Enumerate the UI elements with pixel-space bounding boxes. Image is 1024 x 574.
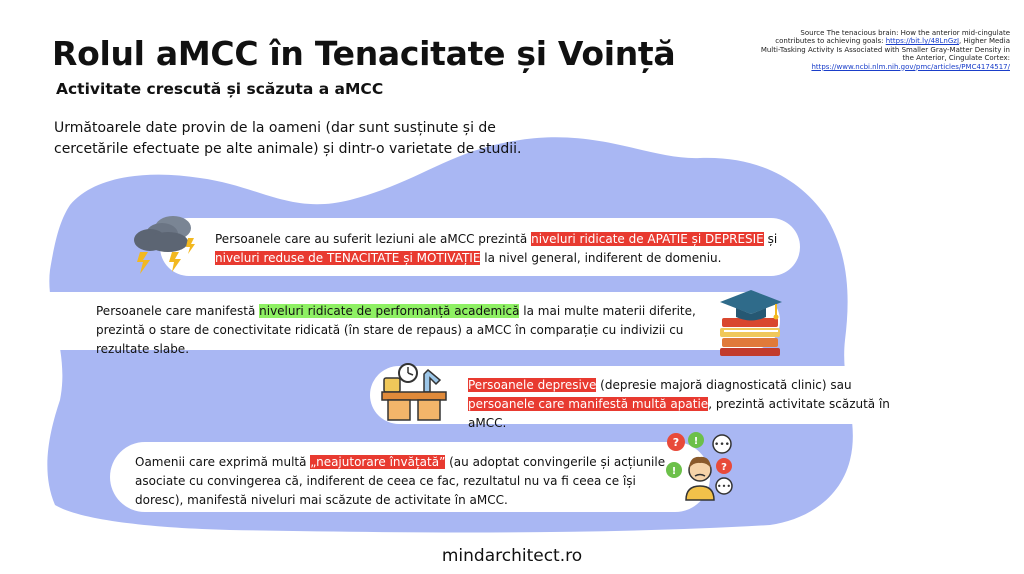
confused-person-icon — [664, 430, 736, 502]
messy-desk-icon — [380, 362, 448, 422]
highlight-apathy-people: persoanele care manifestă multă apatie — [468, 397, 709, 411]
page-subtitle: Activitate crescută și scăzuta a aMCC — [56, 80, 384, 98]
svg-text:!: ! — [693, 436, 699, 447]
page-title: Rolul aMCC în Tenacitate și Voință — [52, 34, 676, 73]
graduation-books-icon — [716, 288, 786, 358]
svg-text:•••: ••• — [716, 482, 732, 491]
item-1-text: Persoanele care au suferit leziuni ale aMCC prezintă niveluri ridicate de APATIE și DEPRESIE și niveluri reduse de TENACITATE și MOTIVAȚIE la nivel general, indiferent de domeniu. — [215, 232, 778, 265]
highlight-depressed-people: Persoanele depresive — [468, 378, 597, 392]
intro-paragraph: Următoarele date provin de la oameni (dar sunt susținute și de cercetările efectuate pe alte animale) și dintr-o varietate de studii. — [54, 120, 522, 157]
storm-cloud-icon — [128, 212, 200, 278]
svg-text:!: ! — [671, 466, 677, 477]
svg-text:•••: ••• — [714, 440, 730, 450]
source-link-1[interactable]: https://bit.ly/48LnGzJ — [885, 37, 960, 46]
svg-text:?: ? — [672, 436, 680, 449]
item-2-text: Persoanele care manifestă niveluri ridicate de performanță academică la mai multe materii diferite, prezintă o stare de conectivitate ridicată (în stare de repaus) a aMCC în comparație cu indivizii cu rezultate slabe. — [96, 304, 696, 356]
highlight-apathy-depression: niveluri ridicate de APATIE și DEPRESIE — [531, 232, 764, 246]
source-text-1: Source The tenacious brain: How the anterior mid-cingulate contributes to achieving goals: — [775, 29, 1010, 46]
highlight-learned-helplessness: „neajutorare învățată” — [310, 455, 446, 469]
item-4-text: Oamenii care exprimă multă „neajutorare învățată” (au adoptat convingerile și acțiunile asociate cu convingerea că, indiferent de ceea ce fac, rezultatul nu va fi ceea ce își doresc), manifestă niveluri mai scăzute de activitate în aMCC. — [135, 455, 666, 507]
source-text-2: , Higher Media Multi-Tasking Activity Is Associated with Smaller Gray-Matter Density in the Anterior, Cingulate Cortex: — [760, 37, 1010, 63]
source-link-2[interactable]: https://www.ncbi.nlm.nih.gov/pmc/articles/PMC4174517/ — [811, 62, 1010, 71]
item-3-text: Persoanele depresive (depresie majoră diagnosticată clinic) sau persoanele care manifestă multă apatie, prezintă activitate scăzută în aMCC. — [468, 378, 890, 430]
highlight-tenacity-motivation: niveluri reduse de TENACITATE și MOTIVAȚIE — [215, 251, 481, 265]
svg-text:?: ? — [721, 462, 727, 473]
footer-site: mindarchitect.ro — [441, 546, 583, 566]
highlight-academic-performance: niveluri ridicate de performanță academică — [259, 304, 520, 318]
source-citation — [760, 29, 1010, 71]
